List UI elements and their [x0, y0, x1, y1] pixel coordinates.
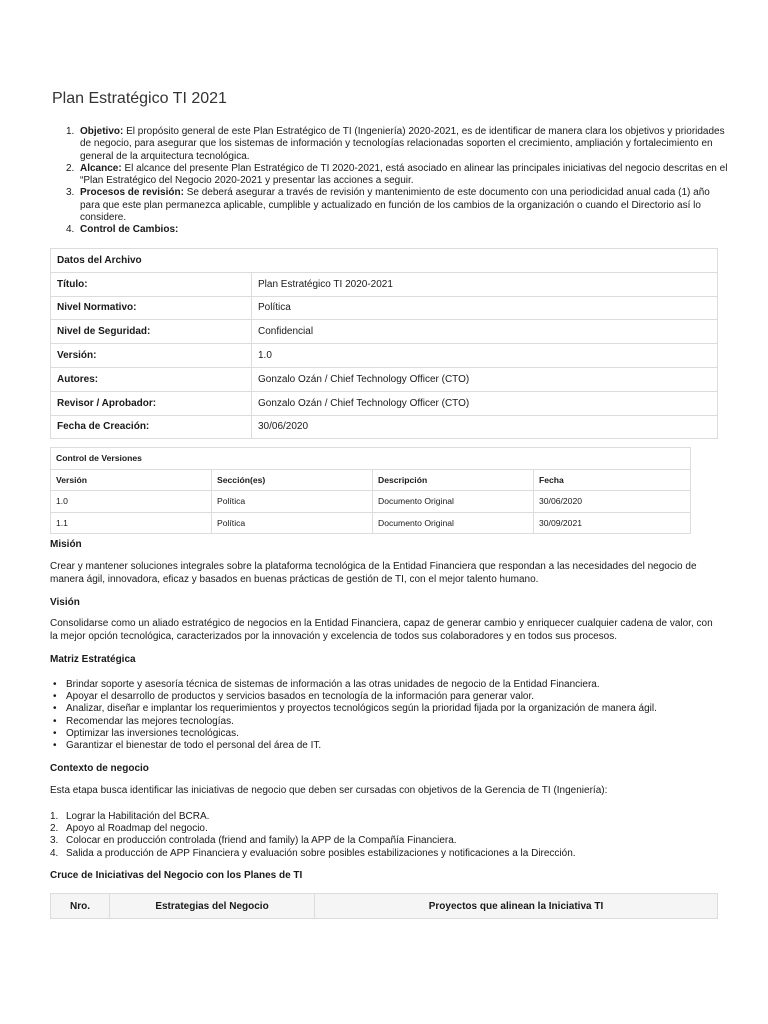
- intro-text: Se deberá asegurar a través de revisión y mantenimiento de este documento con una periodicidad anual cada (1) año para que este plan permanezca aplicable, cumplible y actualizado en función de los cambios de la organización o cuando el Directorio así lo considere.: [80, 187, 710, 224]
- list-item: [50, 823, 576, 835]
- versiones-header: Control de Versiones: [51, 448, 691, 470]
- table-cell: 1.0: [51, 491, 212, 513]
- archivo-key: Nivel Normativo:: [51, 296, 252, 320]
- intro-item-control: [66, 224, 730, 236]
- table-cell: 30/06/2020: [534, 491, 691, 513]
- table-row: [51, 249, 718, 273]
- table-row: [51, 469, 691, 491]
- list-item: • Recomendar las mejores tecnologías.: [66, 716, 657, 728]
- list-number: 4.: [50, 847, 59, 859]
- table-cell: 1.1: [51, 512, 212, 534]
- list-item: [50, 811, 576, 823]
- intro-item-objetivo: [66, 126, 730, 163]
- archivo-key: Versión:: [51, 344, 252, 368]
- table-row: [51, 272, 718, 296]
- archivo-value: Plan Estratégico TI 2020-2021: [252, 272, 718, 296]
- column-header: Descripción: [373, 469, 534, 491]
- cruce-table: [50, 893, 718, 919]
- archivo-table: [50, 248, 718, 439]
- intro-label: Procesos de revisión:: [80, 187, 184, 199]
- table-row: [51, 391, 718, 415]
- table-row: [51, 320, 718, 344]
- column-header: Versión: [51, 469, 212, 491]
- list-text: Lograr la Habilitación del BCRA.: [66, 811, 210, 822]
- table-row: [51, 415, 718, 439]
- table-row: [51, 296, 718, 320]
- cruce-title: Cruce de Iniciativas del Negocio con los Planes de TI: [50, 870, 303, 881]
- list-item: • Apoyar el desarrollo de productos y servicios basados en tecnología de la información para generar valor.: [66, 691, 657, 703]
- table-row: [51, 344, 718, 368]
- intro-label: Alcance:: [80, 162, 122, 174]
- versiones-table: [50, 447, 691, 534]
- list-text: Apoyo al Roadmap del negocio.: [66, 823, 208, 835]
- list-item: • Garantizar el bienestar de todo el personal del área de IT.: [66, 740, 657, 752]
- intro-label: Objetivo:: [80, 126, 124, 137]
- list-item: [50, 835, 576, 847]
- archivo-key: Nivel de Seguridad:: [51, 320, 252, 344]
- table-cell: Política: [212, 491, 373, 513]
- list-item: • Analizar, diseñar e implantar los requerimientos y proyectos tecnológicos según la prioridad fijada por la organización de manera ágil.: [66, 703, 657, 715]
- list-number: 1.: [50, 811, 59, 822]
- column-header: Estrategias del Negocio: [110, 894, 315, 919]
- archivo-key: Autores:: [51, 367, 252, 391]
- intro-text: El alcance del presente Plan Estratégico de TI 2020-2021, está asociado en alinear las principales iniciativas del negocio descritas en el “Plan Estratégico del Negocio 2020-2021 y presentar las acciones a seguir.: [80, 162, 728, 187]
- list-text: Salida a producción de APP Financiera y evaluación sobre posibles estabilizaciones y notificaciones a la Dirección.: [66, 847, 576, 859]
- archivo-header: Datos del Archivo: [51, 249, 718, 273]
- archivo-key: Fecha de Creación:: [51, 415, 252, 439]
- archivo-value: 1.0: [252, 344, 718, 368]
- table-row: [51, 367, 718, 391]
- contexto-list: [50, 811, 576, 860]
- list-item: • Optimizar las inversiones tecnológicas.: [66, 728, 657, 740]
- list-number: 3.: [50, 835, 59, 847]
- archivo-value: Confidencial: [252, 320, 718, 344]
- intro-number: 2.: [66, 162, 75, 174]
- table-row: [51, 894, 718, 919]
- table-cell: 30/09/2021: [534, 512, 691, 534]
- column-header: Fecha: [534, 469, 691, 491]
- page-title: Plan Estratégico TI 2021: [52, 90, 227, 107]
- list-item: [50, 847, 576, 860]
- list-number: 2.: [50, 823, 59, 835]
- archivo-key: Revisor / Aprobador:: [51, 391, 252, 415]
- table-cell: Documento Original: [373, 491, 534, 513]
- intro-item-alcance: [66, 162, 730, 188]
- archivo-value: Política: [252, 296, 718, 320]
- intro-number: 4.: [66, 224, 75, 236]
- table-row: [51, 448, 691, 470]
- vision-title: Visión: [50, 597, 80, 608]
- intro-number: 3.: [66, 187, 75, 199]
- archivo-key: Título:: [51, 272, 252, 296]
- intro-list: [50, 126, 730, 237]
- table-row: [51, 491, 691, 513]
- column-header: Sección(es): [212, 469, 373, 491]
- list-text: Colocar en producción controlada (friend and family) la APP de la Compañía Financiera.: [66, 835, 457, 847]
- contexto-title: Contexto de negocio: [50, 763, 149, 774]
- contexto-text: Esta etapa busca identificar las iniciativas de negocio que deben ser cursadas con objetivos de la Gerencia de TI (Ingeniería):: [50, 785, 608, 796]
- archivo-value: Gonzalo Ozán / Chief Technology Officer (CTO): [252, 391, 718, 415]
- archivo-value: Gonzalo Ozán / Chief Technology Officer (CTO): [252, 367, 718, 391]
- matriz-list: [50, 679, 657, 752]
- mision-text: Crear y mantener soluciones integrales sobre la plataforma tecnológica de la Entidad Financiera que respondan a las necesidades del negocio de manera ágil, innovadora, eficaz y basados en buenas prácticas de gestión de TI, con el mejor talento humano.: [50, 561, 697, 585]
- column-header: Proyectos que alinean la Iniciativa TI: [315, 894, 718, 919]
- column-header: Nro.: [51, 894, 110, 919]
- list-item: • Brindar soporte y asesoría técnica de sistemas de información a las otras unidades de negocio de la Entidad Financiera.: [66, 679, 657, 691]
- mision-title: Misión: [50, 539, 82, 550]
- intro-item-procesos: [66, 187, 730, 224]
- table-cell: Documento Original: [373, 512, 534, 534]
- table-cell: Política: [212, 512, 373, 534]
- table-row: [51, 512, 691, 534]
- intro-text: El propósito general de este Plan Estratégico de TI (Ingeniería) 2020-2021, es de identificar de manera clara los objetivos y prioridades de negocio, para asegurar que los sistemas de información y tecnologías relacionadas soporten el crecimiento, ampliación y fortalecimiento en general de la arquitectura tecnológica.: [80, 126, 725, 162]
- vision-text: Consolidarse como un aliado estratégico de negocios en la Entidad Financiera, capaz de generar cambio y enriquecer cualquier cadena de valor, con la mejor opción tecnológica, caracterizados por la innovación y excelencia de todos sus colaboradores y en todos sus procesos.: [50, 618, 713, 642]
- intro-number: 1.: [66, 126, 75, 137]
- intro-label: Control de Cambios:: [80, 224, 179, 236]
- archivo-value: 30/06/2020: [252, 415, 718, 439]
- matriz-title: Matriz Estratégica: [50, 654, 136, 665]
